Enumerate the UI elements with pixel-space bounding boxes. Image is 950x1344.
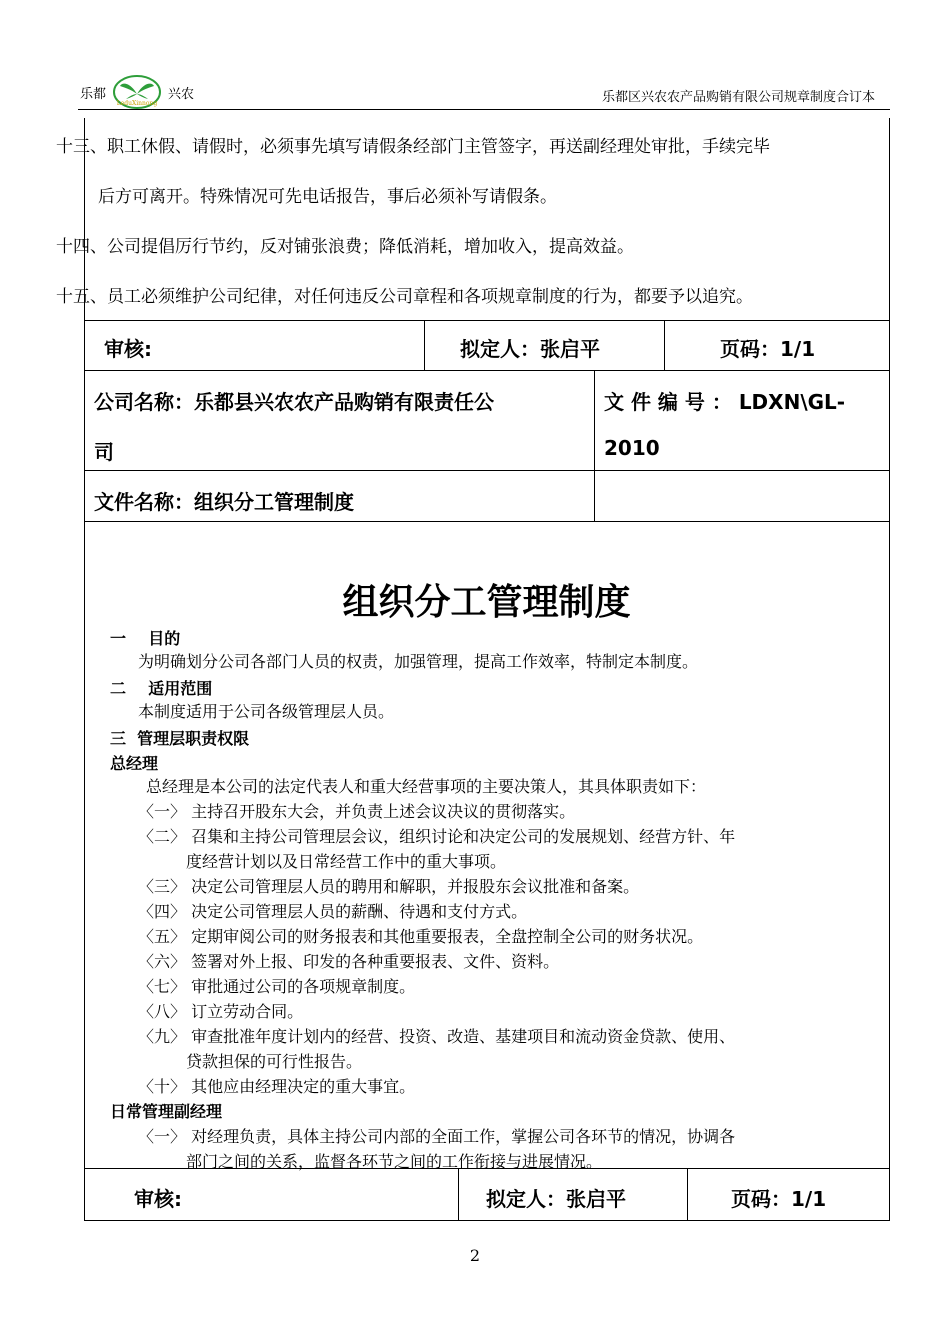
file-name: 文件名称：组织分工管理制度 [94,490,354,514]
info-table-col-divider [594,370,595,522]
rule-item-13: 十三、职工休假、请假时，必须事先填写请假条经部门主管签字，再送副经理处审批，手续完毕 [56,137,770,157]
document-title: 组织分工管理制度 [342,582,631,623]
gm-heading: 总经理 [110,754,159,773]
rule-item-15: 十五、员工必须维护公司纪律，对任何违反公司章程和各项规章制度的行为，都要予以追究。 [56,287,753,307]
company-name-line2: 司 [94,440,114,464]
gm-intro: 总经理是本公司的法定代表人和重大经营事项的主要决策人，其具体职责如下： [146,777,707,796]
drafter-label-1: 拟定人：张启平 [460,337,600,361]
rule-item-13-cont: 后方可离开。特殊情况可先电话报告，事后必须补写请假条。 [98,187,557,207]
logo-icon [112,74,162,110]
gm-item: 〈八〉 订立劳动合同。 [138,1002,304,1021]
header-doc-title: 乐都区兴农农产品购销有限公司规章制度合订本 [601,90,875,105]
footer-row-1-divider-2 [664,320,665,371]
gm-item: 〈九〉 审查批准年度计划内的经营、投资、改造、基建项目和流动资金贷款、使用、 [138,1027,736,1046]
gm-item: 〈六〉 签署对外上报、印发的各种重要报表、文件、资料。 [138,952,560,971]
gm-item: 〈十〉 其他应由经理决定的重大事宜。 [138,1077,416,1096]
section-2-heading: 二 适用范围 [110,679,213,698]
gm-item: 〈三〉 决定公司管理层人员的聘用和解职，并报股东会议批准和备案。 [138,877,640,896]
page-label-2: 页码：1/1 [731,1187,827,1211]
file-number-line1: 文 件 编 号 ： LDXN\GL- [604,390,846,414]
dm-heading: 日常管理副经理 [110,1102,223,1121]
section-1-text: 为明确划分公司各部门人员的权责，加强管理，提高工作效率，特制定本制度。 [138,652,699,671]
header-divider [78,109,890,110]
review-label-2: 审核: [134,1187,182,1211]
footer-row-1-divider-1 [424,320,425,371]
footer-row-2-divider-2 [687,1168,688,1221]
dm-item: 〈一〉 对经理负责，具体主持公司内部的全面工作，掌握公司各环节的情况，协调各 [138,1127,736,1146]
header-logo [80,74,194,110]
page-number: 2 [469,1246,481,1265]
footer-row-2-divider-1 [458,1168,459,1221]
gm-item: 〈七〉 审批通过公司的各项规章制度。 [138,977,416,996]
logo-right-text: 兴农 [168,86,195,102]
logo-left-text: 乐都 [80,86,107,102]
company-name-line1: 公司名称：乐都县兴农农产品购销有限责任公 [94,390,494,414]
svg-text:LeduXinnong: LeduXinnong [116,100,158,107]
gm-item: 〈二〉 召集和主持公司管理层会议，组织讨论和决定公司的发展规划、经营方针、年 [138,827,736,846]
page-label-1: 页码：1/1 [720,337,816,361]
drafter-label-2: 拟定人：张启平 [486,1187,626,1211]
gm-item: 〈一〉 主持召开股东大会，并负责上述会议决议的贯彻落实。 [138,802,576,821]
section-3-heading: 三 管理层职责权限 [110,729,250,748]
review-label-1: 审核: [104,337,152,361]
gm-item: 〈五〉 定期审阅公司的财务报表和其他重要报表，全盘控制全公司的财务状况。 [138,927,704,946]
rule-item-14: 十四、公司提倡厉行节约，反对铺张浪费；降低消耗，增加收入，提高效益。 [56,237,634,257]
info-table-row-divider [84,470,890,471]
section-1-heading: 一 目的 [110,629,181,648]
file-number-line2: 2010 [604,436,660,460]
gm-item: 〈四〉 决定公司管理层人员的薪酬、待遇和支付方式。 [138,902,528,921]
dm-item-cont: 部门之间的关系，监督各环节之间的工作衔接与进展情况。 [186,1152,603,1171]
gm-item-cont: 度经营计划以及日常经营工作中的重大事项。 [186,852,507,871]
section-2-text: 本制度适用于公司各级管理层人员。 [138,702,395,721]
gm-item-cont: 贷款担保的可行性报告。 [186,1052,363,1071]
